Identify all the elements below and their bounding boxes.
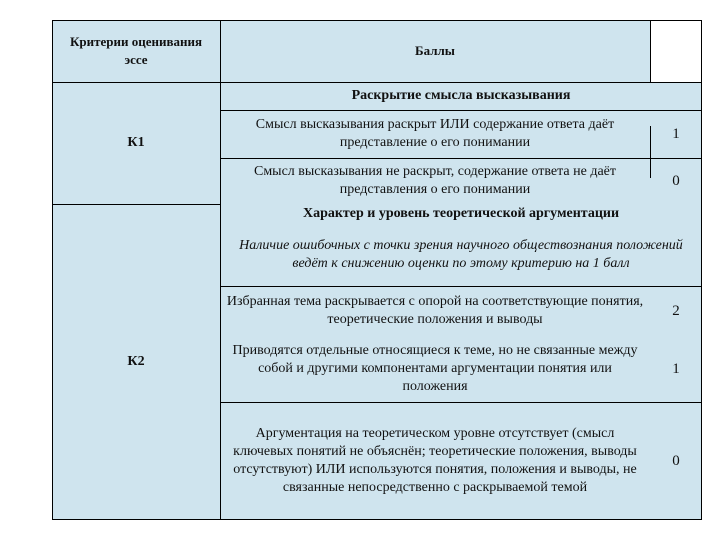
- k1-code: К1: [127, 135, 145, 150]
- k2-note-cell: [220, 224, 702, 286]
- k2-row-1-score-cell: [650, 286, 702, 336]
- k2-row-3-score: 0: [672, 453, 680, 469]
- k2-row-2-text: Приводятся отдельные относящиеся к теме, но не связанные между собой и другими компонентами аргументации понятия или положения: [232, 343, 638, 394]
- k1-row-2-text: Смысл высказывания не раскрыт, содержание ответа не даёт представления о его понимании: [253, 164, 617, 197]
- k2-row-1-text-cell: [220, 286, 650, 336]
- k1-row-1-score: 1: [672, 126, 680, 142]
- k2-row-2-text-cell: [220, 336, 650, 402]
- criteria-table: [52, 20, 702, 520]
- k2-row-2-score-cell: [650, 336, 702, 402]
- k2-code-cell: [52, 204, 220, 520]
- k1-section-title: Раскрытие смысла высказывания: [351, 88, 571, 103]
- k1-row-2-score: 0: [672, 173, 680, 189]
- k1-row-1-text-cell: [220, 110, 650, 158]
- table-border-bottom: [52, 519, 702, 520]
- k1-row-1-text: Смысл высказывания раскрыт ИЛИ содержание ответа даёт представление о его понимании: [255, 117, 615, 150]
- table-border-top: [52, 20, 702, 21]
- k1-score-divider: [650, 126, 651, 178]
- header-blank-cell: [650, 20, 702, 82]
- k1-section-title-cell: [220, 82, 702, 110]
- k2-row-2-score: 1: [672, 361, 680, 377]
- header-criteria-cell: [52, 20, 220, 82]
- k2-row-3-text: Аргументация на теоретическом уровне отсутствует (смысл ключевых понятий не объяснён; теоретические положения, выводы отсутствуют) ИЛИ используются понятия, положения и выводы, не связанные непосредственно с раскрываемой темой: [233, 426, 637, 495]
- k2-code: К2: [127, 354, 145, 369]
- table-border-left: [52, 20, 53, 520]
- k2-row-1-text: Избранная тема раскрывается с опорой на соответствующие понятия, теоретические положения и выводы: [226, 294, 644, 327]
- k1-row-2-text-cell: [220, 158, 650, 204]
- header-points-label: Баллы: [415, 43, 455, 58]
- k2-section-title-cell: [220, 204, 702, 224]
- k1-code-cell: [52, 82, 220, 204]
- table-border-right: [701, 20, 702, 520]
- k1-k2-divider: [52, 204, 220, 205]
- k1-row-1-score-cell: [650, 110, 702, 158]
- k2-note: Наличие ошибочных с точки зрения научного обществознания положений ведёт к снижению оценки по этому критерию на 1 балл: [239, 238, 683, 271]
- k1-row-2-score-cell: [650, 158, 702, 204]
- k2-row-1-score: 2: [672, 303, 680, 319]
- header-criteria-label: Критерии оценивания эссе: [69, 34, 203, 67]
- header-points-cell: [220, 20, 650, 82]
- k2-row-3-text-cell: [220, 402, 650, 520]
- k2-row-3-score-cell: [650, 402, 702, 520]
- k2-section-title: Характер и уровень теоретической аргументации: [302, 206, 620, 221]
- k2-note-divider: [220, 286, 702, 287]
- header-score-divider: [650, 20, 651, 82]
- header-row-divider: [52, 82, 702, 83]
- k1-row-divider: [220, 158, 702, 159]
- k1-title-divider: [220, 110, 702, 111]
- k2-row-divider: [220, 402, 702, 403]
- code-column-divider: [220, 20, 221, 520]
